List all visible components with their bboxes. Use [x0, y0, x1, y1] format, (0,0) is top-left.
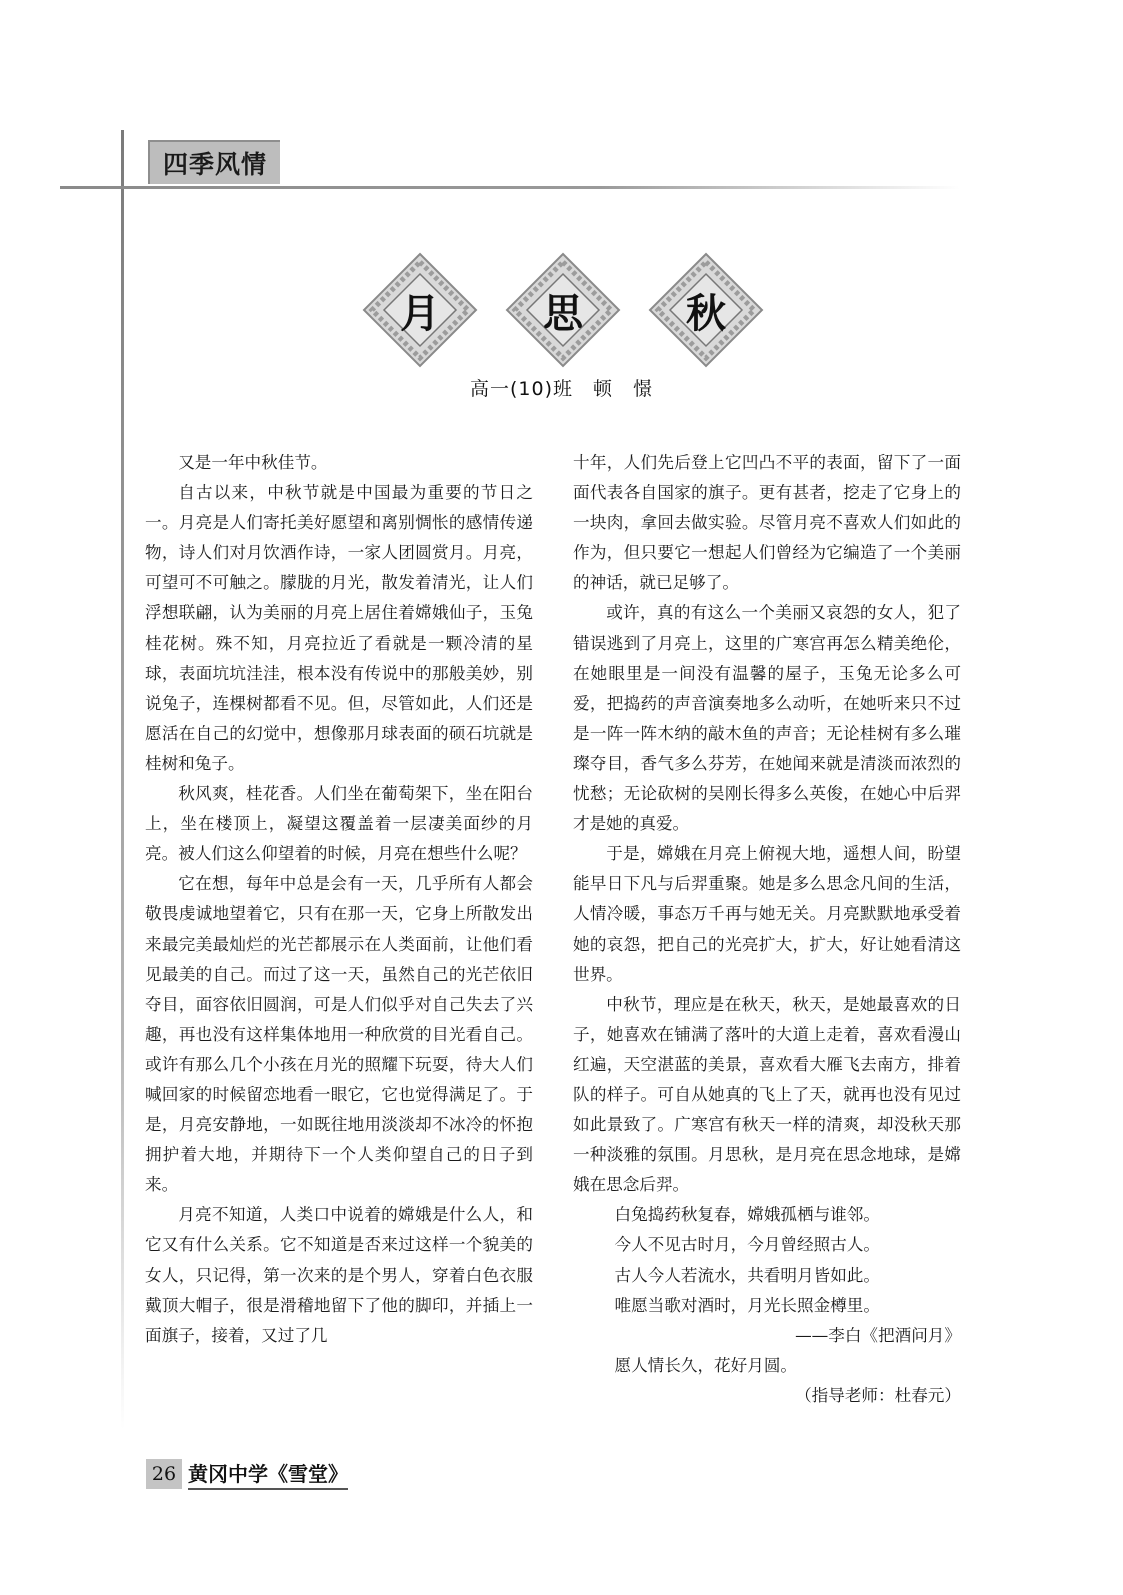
journal-name: 黄冈中学《雪堂》 [188, 1458, 348, 1490]
title-char: 秋 [686, 290, 726, 337]
paragraph: 它在想，每年中总是会有一天，几乎所有人都会敬畏虔诚地望着它，只有在那一天，它身上所散发出来最完美最灿烂的光芒都展示在人类面前，让他们看见最美的自己。而过了这一天，虽然自己的光芒依旧夺目，面容依旧圆润，可是人们似乎对自己失去了兴趣，再也没有这样集体地用一种欣赏的目光看自己。或许有那么几个小孩在月光的照耀下玩耍，待大人们喊回家的时候留恋地看一眼它，它也觉得满足了。于是，月亮安静地，一如既往地用淡淡却不冰冷的怀抱拥护着大地，并期待下一个人类仰望自己的日子到来。 [145, 874, 533, 1195]
vertical-rule [121, 130, 124, 1430]
paragraph: 中秋节，理应是在秋天，秋天，是她最喜欢的日子，她喜欢在铺满了落叶的大道上走着，喜欢看漫山红遍，天空湛蓝的美景，喜欢看大雁飞去南方，排着队的样子。可自从她真的飞上了天，就再也没有见过如此景致了。广寒宫有秋天一样的清爽，却没秋天那一种淡雅的氛围。月思秋，是月亮在思念地球，是嫦娥在思念后羿。 [573, 994, 961, 1195]
paragraph: 或许，真的有这么一个美丽又哀怨的女人，犯了错误逃到了月亮上，这里的广寒宫再怎么精美绝伦，在她眼里是一间没有温馨的屋子，玉兔无论多么可爱，把捣药的声音演奏地多么动听，在她听来只不过是一阵一阵木纳的敲木鱼的声音；无论桂树有多么璀璨夺目，香气多么芬芳，在她闻来就是清淡而浓烈的忧愁；无论砍树的吴刚长得多么英俊，在她心中后羿才是她的真爱。 [573, 603, 961, 834]
horizontal-rule [60, 186, 960, 189]
page-number: 26 [146, 1459, 182, 1489]
author-line: 高一(10)班 顿 憬 [469, 378, 653, 400]
poem-line: 唯愿当歌对酒时，月光长照金樽里。 [614, 1295, 880, 1315]
paragraph: 月亮不知道，人类口中说着的嫦娥是什么人，和它又有什么关系。它不知道是否来过这样一个貌美的女人，只记得，第一次来的是个男人，穿着白色衣服戴顶大帽子，很是滑稽地留下了他的脚印，并插上一面旗子，接着，又过了几 [145, 1205, 533, 1345]
paragraph: 自古以来，中秋节就是中国最为重要的节日之一。月亮是人们寄托美好愿望和离别惆怅的感情传递物，诗人们对月饮酒作诗，一家人团圆赏月。月亮，可望可不可触之。朦胧的月光，散发着清光，让人们浮想联翩，认为美丽的月亮上居住着嫦娥仙子，玉兔桂花树。殊不知，月亮拉近了看就是一颗冷清的星球，表面坑坑洼洼，根本没有传说中的那般美妙，别说兔子，连棵树都看不见。但，尽管如此，人们还是愿活在自己的幻觉中，想像那月球表面的硕石坑就是桂树和兔子。 [145, 483, 533, 773]
poem-line: 古人今人若流水，共看明月皆如此。 [614, 1265, 880, 1285]
paragraph: 十年，人们先后登上它凹凸不平的表面，留下了一面面代表各自国家的旗子。更有甚者，挖走了它身上的一块肉，拿回去做实验。尽管月亮不喜欢人们如此的作为，但只要它一想起人们曾经为它编造了一个美丽的神话，就已足够了。 [573, 453, 961, 593]
title-char: 月 [400, 290, 440, 337]
paragraph: 又是一年中秋佳节。 [178, 453, 328, 472]
poem-line: 白兔捣药秋复春，嫦娥孤栖与谁邻。 [614, 1205, 880, 1225]
title-char: 思 [543, 290, 583, 337]
paragraph: 于是，嫦娥在月亮上俯视大地，遥想人间，盼望能早日下凡与后羿重聚。她是多么思念凡间的生活，人情冷暖，事态万千再与她无关。月亮默默地承受着她的哀怨，把自己的光亮扩大，扩大，好让她看清这世界。 [573, 844, 961, 984]
advisor-note: （指导老师：杜春元） [795, 1385, 961, 1405]
page-footer [146, 1456, 351, 1492]
title-diamond-1 [362, 252, 478, 368]
poem-attribution: ——李白《把酒问月》 [795, 1325, 961, 1345]
title-diamond-2 [505, 252, 621, 368]
right-column [573, 448, 961, 1411]
section-label: 四季风情 [148, 140, 280, 184]
paragraph: 秋风爽，桂花香。人们坐在葡萄架下，坐在阳台上，坐在楼顶上，凝望这覆盖着一层凄美面纱的月亮。被人们这么仰望着的时候，月亮在想些什么呢？ [145, 784, 533, 864]
left-column [145, 448, 533, 1351]
closing-line: 愿人情长久，花好月圆。 [614, 1355, 798, 1375]
poem-line: 今人不见古时月，今月曾经照古人。 [614, 1235, 880, 1255]
title-diamond-3 [648, 252, 764, 368]
